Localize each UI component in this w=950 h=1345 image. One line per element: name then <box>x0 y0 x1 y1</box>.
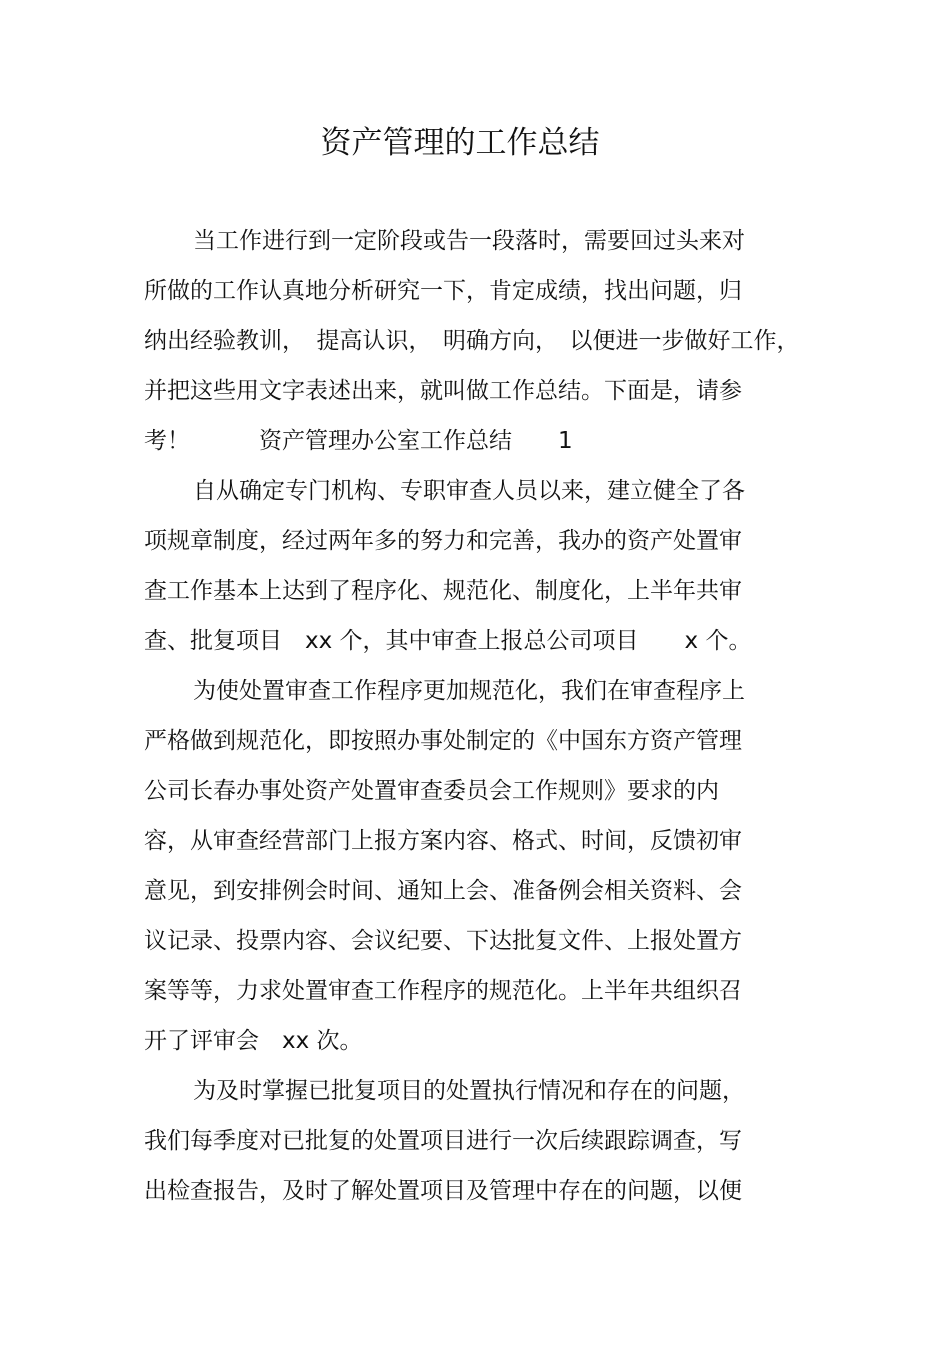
text-line: 意见，到安排例会时间、通知上会、准备例会相关资料、会 <box>144 878 742 904</box>
text-line: 所做的工作认真地分析研究一下，肯定成绩，找出问题，归 <box>144 278 742 304</box>
text-line: 为及时掌握已批复项目的处置执行情况和存在的问题， <box>193 1078 745 1104</box>
text-line: 项规章制度，经过两年多的努力和完善，我办的资产处置审 <box>144 528 742 554</box>
text-line: 考！ 资产管理办公室工作总结 1 <box>144 428 573 454</box>
text-line: 自从确定专门机构、专职审查人员以来，建立健全了各 <box>193 478 745 504</box>
text-line: 当工作进行到一定阶段或告一段落时，需要回过头来对 <box>193 228 745 254</box>
text-line: 为使处置审查工作程序更加规范化，我们在审查程序上 <box>193 678 745 704</box>
text-line: 议记录、投票内容、会议纪要、下达批复文件、上报处置方 <box>144 928 742 954</box>
text-line: 纳出经验教训， 提高认识， 明确方向， 以便进一步做好工作， <box>144 328 800 354</box>
text-line: 容，从审查经营部门上报方案内容、格式、时间，反馈初审 <box>144 828 742 854</box>
text-line: 公司长春办事处资产处置审查委员会工作规则》要求的内 <box>144 778 719 804</box>
text-line: 查工作基本上达到了程序化、规范化、制度化，上半年共审 <box>144 578 742 604</box>
text-line: 开了评审会 xx 次。 <box>144 1028 363 1054</box>
document-title: 资产管理的工作总结 <box>320 125 600 161</box>
text-line: 案等等，力求处置审查工作程序的规范化。上半年共组织召 <box>144 978 742 1004</box>
text-line: 严格做到规范化，即按照办事处制定的《中国东方资产管理 <box>144 728 742 754</box>
text-line: 查、批复项目 xx 个，其中审查上报总公司项目 x 个。 <box>144 628 752 654</box>
text-line: 出检查报告，及时了解处置项目及管理中存在的问题，以便 <box>144 1178 742 1204</box>
text-line: 并把这些用文字表述出来，就叫做工作总结。下面是，请参 <box>144 378 742 404</box>
text-line: 我们每季度对已批复的处置项目进行一次后续跟踪调查，写 <box>144 1128 742 1154</box>
